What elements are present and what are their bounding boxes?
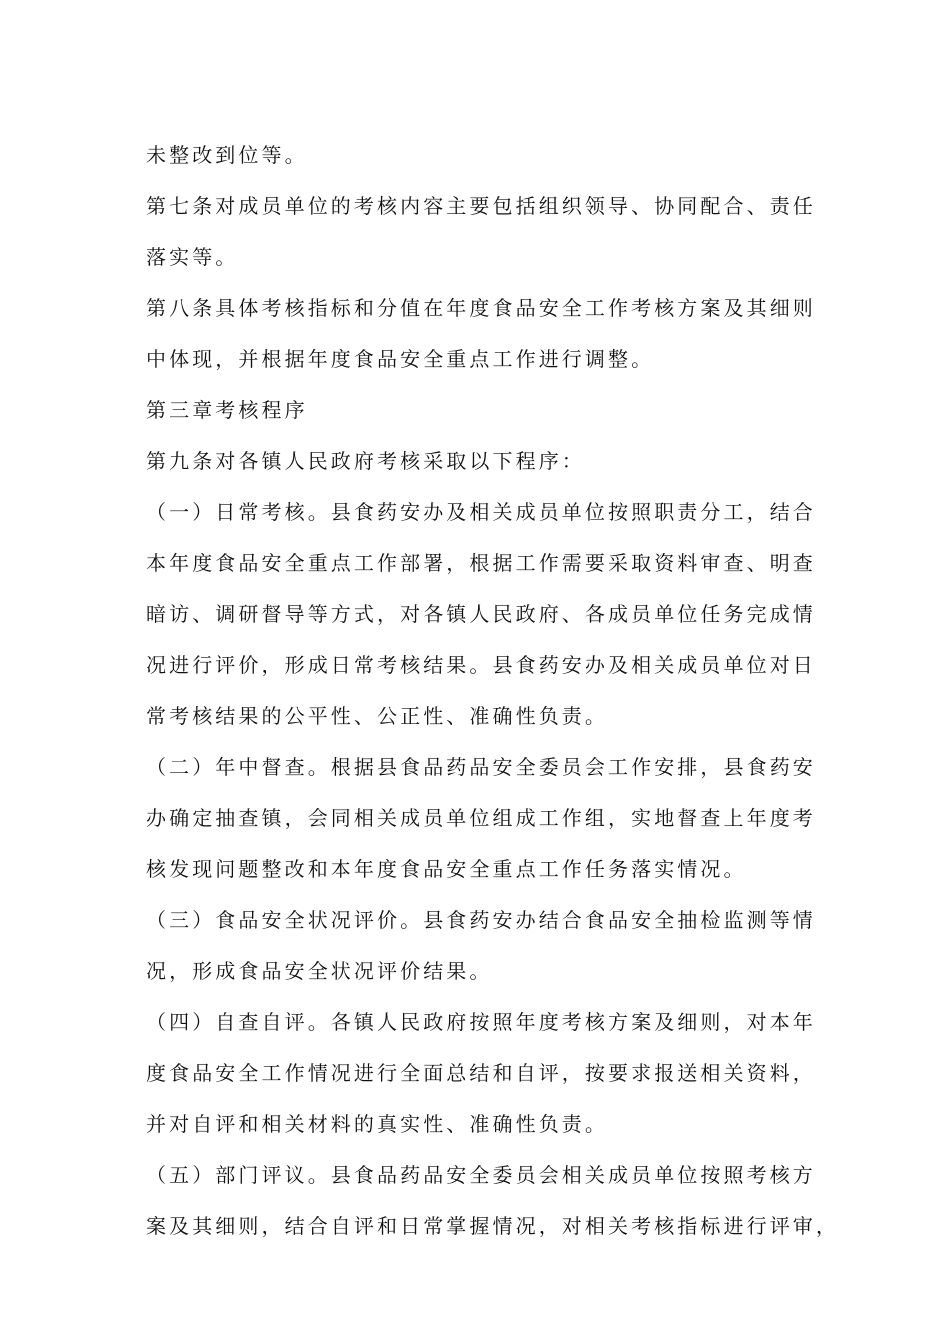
text-line: （四）自查自评。各镇人民政府按照年度考核方案及细则，对本年 — [146, 1010, 816, 1034]
document-body — [146, 130, 839, 1252]
text-line: 度食品安全工作情况进行全面总结和自评，按要求报送相关资料， — [146, 1061, 816, 1085]
text-line: 本年度食品安全重点工作部署，根据工作需要采取资料审查、明查 — [146, 551, 816, 575]
text-line: 办确定抽查镇，会同相关成员单位组成工作组，实地督查上年度考 — [146, 806, 816, 830]
text-line: 况进行评价，形成日常考核结果。县食药安办及相关成员单位对日 — [146, 653, 816, 677]
text-line: 第八条具体考核指标和分值在年度食品安全工作考核方案及其细则 — [146, 296, 816, 320]
text-line: （五）部门评议。县食品药品安全委员会相关成员单位按照考核方 — [146, 1163, 816, 1187]
text-line: 常考核结果的公平性、公正性、准确性负责。 — [146, 704, 608, 728]
text-line: 案及其细则，结合自评和日常掌握情况，对相关考核指标进行评审， — [146, 1214, 839, 1238]
text-line: 第七条对成员单位的考核内容主要包括组织领导、协同配合、责任 — [146, 194, 816, 218]
chapter-heading: 第三章考核程序 — [146, 398, 308, 422]
text-line: 核发现问题整改和本年度食品安全重点工作任务落实情况。 — [146, 857, 747, 881]
text-line: （二）年中督查。根据县食品药品安全委员会工作安排，县食药安 — [146, 755, 816, 779]
text-line: 暗访、调研督导等方式，对各镇人民政府、各成员单位任务完成情 — [146, 602, 816, 626]
text-line: 并对自评和相关材料的真实性、准确性负责。 — [146, 1112, 608, 1136]
text-line: （一）日常考核。县食药安办及相关成员单位按照职责分工，结合 — [146, 500, 816, 524]
text-line: 况，形成食品安全状况评价结果。 — [146, 959, 493, 983]
text-line: （三）食品安全状况评价。县食药安办结合食品安全抽检监测等情 — [146, 908, 816, 932]
text-line: 中体现，并根据年度食品安全重点工作进行调整。 — [146, 347, 655, 371]
text-line: 未整改到位等。 — [146, 143, 308, 167]
text-line: 落实等。 — [146, 245, 239, 269]
text-line: 第九条对各镇人民政府考核采取以下程序： — [146, 449, 585, 473]
